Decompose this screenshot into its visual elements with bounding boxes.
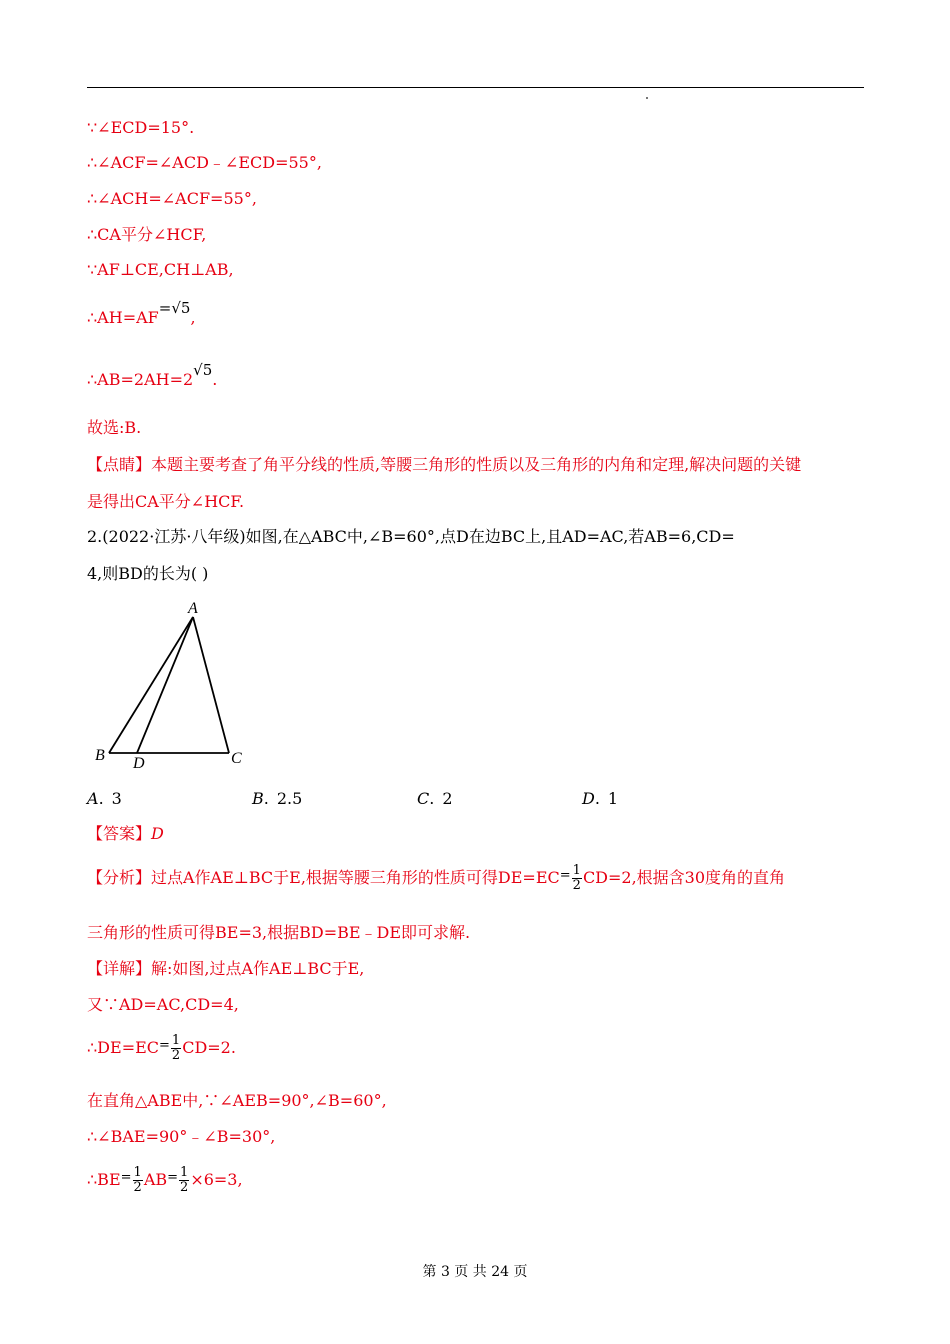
line-6-eq: = xyxy=(158,299,172,317)
fraction-half: $\frac{1}{2}$ xyxy=(572,863,581,893)
detail-line-4: 在直角△ABE中,∵∠AEB=90°,∠B=60°, xyxy=(87,1091,387,1110)
solution-line-3: ∴∠ACH=∠ACF=55°, xyxy=(87,189,257,208)
solution-line-6 xyxy=(87,299,196,328)
analysis-eq: = xyxy=(559,868,571,883)
question-line-2: 4,则BD的长为( ) xyxy=(87,564,209,583)
fraction-half-3: $\frac{1}{2}$ xyxy=(133,1165,142,1195)
analysis-line-2: 三角形的性质可得BE=3,根据BD=BE﹣DE即可求解. xyxy=(87,923,471,942)
solution-line-5: ∵AF⊥CE,CH⊥AB, xyxy=(87,260,234,279)
label-b: B xyxy=(95,747,105,764)
option-b: B. 2.5 xyxy=(252,789,303,808)
line-7-period: . xyxy=(212,370,218,389)
fraction-half-4: $\frac{1}{2}$ xyxy=(180,1165,189,1195)
side-ac xyxy=(193,617,229,753)
side-ab xyxy=(109,617,193,753)
sqrt5-expression: √5 xyxy=(171,299,191,317)
line-7-text: ∴AB=2AH=2 xyxy=(87,370,194,389)
triangle-figure xyxy=(87,596,257,774)
remark-line-1: 【点睛】本题主要考查了角平分线的性质,等腰三角形的性质以及三角形的内角和定理,解决问题的关键 xyxy=(87,455,802,474)
choice-line: 故选:B. xyxy=(87,418,142,437)
header-rule xyxy=(87,87,864,88)
detail-line-2: 又∵AD=AC,CD=4, xyxy=(87,995,239,1014)
solution-line-1: ∵∠ECD=15°. xyxy=(87,118,195,137)
remark-line-2: 是得出CA平分∠HCF. xyxy=(87,492,245,511)
fraction-half-2: $\frac{1}{2}$ xyxy=(171,1033,181,1063)
answer-line: 【答案】D xyxy=(87,824,164,843)
detail-line-3: ∴DE=EC= $\frac{1}{2}$ CD=2. xyxy=(87,1033,236,1063)
detail-line-5: ∴∠BAE=90°﹣∠B=30°, xyxy=(87,1127,276,1146)
sqrt5-expression-2: √5 xyxy=(193,361,213,379)
solution-line-2: ∴∠ACF=∠ACD﹣∠ECD=55°, xyxy=(87,153,322,172)
header-dot xyxy=(646,97,648,99)
solution-line-4: ∴CA平分∠HCF, xyxy=(87,225,207,244)
solution-line-7 xyxy=(87,361,218,390)
segment-ad xyxy=(137,617,193,753)
detail-line-6: ∴BE= $\frac{1}{2}$ AB= $\frac{1}{2}$ ×6=3, xyxy=(87,1165,243,1195)
label-d: D xyxy=(133,755,145,772)
line-6-comma: , xyxy=(190,308,196,327)
label-c: C xyxy=(231,750,242,767)
page-footer: 第 3 页 共 24 页 xyxy=(422,1264,528,1280)
question-line-1: 2.(2022·江苏·八年级)如图,在△ABC中,∠B=60°,点D在边BC上,且AD=AC,若AB=6,CD= xyxy=(87,527,735,546)
detail-line-1: 【详解】解:如图,过点A作AE⊥BC于E, xyxy=(87,959,365,978)
analysis-line-1: 【分析】过点A作AE⊥BC于E,根据等腰三角形的性质可得DE=EC= $\frac{1}{2}$ CD=2,根据含30度角的直角 xyxy=(87,863,786,893)
label-a: A xyxy=(188,600,198,617)
option-c: C. 2 xyxy=(417,789,453,808)
line-6-text: ∴AH=AF xyxy=(87,308,159,327)
option-a: A. 3 xyxy=(87,789,122,808)
option-d: D. 1 xyxy=(582,789,619,808)
